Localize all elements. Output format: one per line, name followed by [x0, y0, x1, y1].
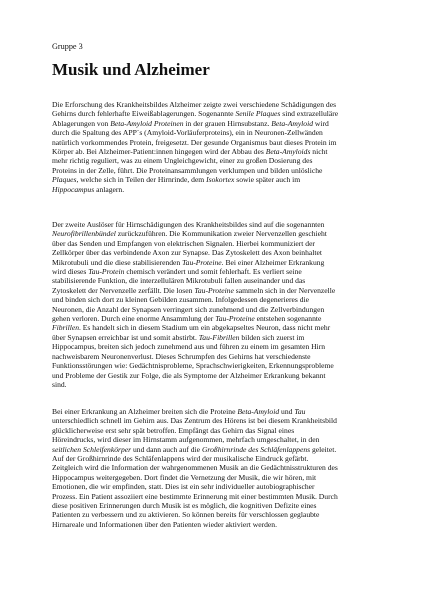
text-line	[52, 482, 387, 491]
text-run: Funktionsstörungen wie: Gedächtnisprobleme, Sprachschwierigkeiten, Erkennungsprobleme	[52, 361, 334, 371]
italic-term: Tau-Proteine	[215, 314, 255, 324]
text-run: sowie später auch im	[234, 175, 301, 185]
text-line	[52, 520, 387, 529]
italic-term: Senile Plaques	[235, 109, 281, 119]
italic-term: Tau-Fibrillen	[198, 332, 240, 342]
text-run: Bei einer Erkrankung an Alzheimer breiten sich die Proteine	[52, 407, 238, 416]
text-run: nachweisbarem Neuronenverlust. Dieses Schrumpfen des Gehirns hat verschiedenste	[52, 351, 311, 361]
text-run: Höreindrucks, wird dieser im Hirnstamm aufgenommen, mehrfach umgeschaltet, in den	[52, 435, 320, 445]
text-line	[52, 342, 387, 351]
text-run: mehr richtig reguliert, was zu einem Ungleichgewicht, einer zu großen Dosierung des	[52, 156, 313, 166]
text-line	[52, 229, 387, 238]
text-line	[52, 147, 387, 156]
italic-term: Tau-Proteine	[182, 257, 222, 267]
text-line	[52, 128, 387, 137]
text-run: geleitet.	[310, 444, 337, 454]
text-run: Der zweite Auslöser für Hirnschädigungen des Krankheitsbildes sind auf die sogenannten	[52, 220, 325, 229]
italic-term: Fibrillen	[52, 323, 79, 333]
text-line	[52, 286, 387, 295]
text-line	[52, 119, 387, 128]
group-label: Gruppe 3	[52, 42, 83, 51]
text-run: sammeln sich in der Nervenzelle	[233, 285, 336, 295]
text-run: entstehen sogenannte	[254, 314, 322, 324]
text-line	[52, 416, 387, 425]
text-line	[52, 352, 387, 361]
italic-term: Beta-Amyloids	[265, 147, 311, 157]
italic-term: Beta-Amyloid Proteinen	[110, 118, 184, 128]
text-run: anlagern.	[94, 184, 125, 194]
text-line	[52, 109, 387, 118]
text-run: Patienten zu verbessern und zu aktivieren. So können bereits für verschlossen geglaubte	[52, 510, 320, 520]
text-line	[52, 220, 387, 229]
text-line	[52, 501, 387, 510]
text-line	[52, 454, 387, 463]
italic-term: Plaques	[52, 175, 77, 185]
italic-term: Tau-Proteine	[194, 285, 234, 295]
text-line	[52, 100, 387, 109]
text-line	[52, 166, 387, 175]
text-run: in der grauen Hirnsubstanz.	[183, 118, 272, 128]
text-run: Die Erforschung des Krankheitsbildes Alzheimer zeigte zwei verschiedene Schädigungen des	[52, 100, 337, 109]
text-line	[52, 248, 387, 257]
text-run: nicht	[310, 147, 328, 157]
text-line	[52, 185, 387, 194]
italic-term: Neurofibrillenbündel	[52, 229, 116, 239]
text-run: Ablagerungen von	[52, 118, 111, 128]
text-run: unterschiedlich schnell im Gehirn aus. Das Zentrum des Hörens ist bei diesem Krankheitsbild	[52, 416, 337, 426]
text-run: und binden sich dort zu kleinen Gebilden zusammen. Infolgedessen degenerieres die	[52, 295, 310, 305]
text-run: Zytoskelett der Nervenzelle zerfällt. Die losen	[52, 285, 195, 295]
text-run: Proteins in der Zelle, führt. Die Proteinansammlungen verklumpen und bilden unlösliche	[52, 165, 323, 175]
italic-term: Beta-Amyloid	[237, 407, 280, 416]
document-title: Musik und Alzheimer	[52, 60, 210, 79]
text-run: Hippocampus weitergegeben. Dort findet die Vernetzung der Musik, die wir hören, mit	[52, 472, 317, 482]
text-line	[52, 156, 387, 165]
text-run: diese positiven Erinnerungen durch Musik ist es möglich, die kognitiven Defizite eines	[52, 501, 317, 511]
text-line	[52, 295, 387, 304]
text-run: Mikrotubuli und die diese stabilisierenden	[52, 257, 183, 267]
text-run: wird dieses	[52, 267, 89, 277]
text-line	[52, 276, 387, 285]
text-run: Gehirns durch fehlerhafte Eiweißablagerungen. Sogenannte	[52, 109, 236, 119]
text-run: . Es handelt sich in diesem Stadium um ein abgekapseltes Neuron, dass nicht mehr	[79, 323, 331, 333]
text-line	[52, 305, 387, 314]
text-run: Auf der Großhirnrinde des Schläfenlappens wird der musikalische Eindruck gefärbt.	[52, 454, 309, 464]
text-line	[52, 314, 387, 323]
text-run: gehen verloren. Durch eine enorme Ansammlung der	[52, 314, 216, 324]
italic-term: Hippocampus	[52, 184, 95, 194]
italic-term: Tau-Protein	[88, 267, 125, 277]
text-line	[52, 361, 387, 370]
text-run: natürlich vorkommendes Protein, freigesetzt. Der gesunde Organismus baut dieses Protein im	[52, 137, 337, 147]
text-line	[52, 258, 387, 267]
text-run: wird	[313, 118, 329, 128]
text-run: Neuronen, die Anzahl der Synapsen verringert sich zunehmend und die Zellverbindungen	[52, 304, 325, 314]
text-run: durch die Spaltung des APP´s (Amyloid-Vorläuferproteins), ein in Neuronen-Zellwänden	[52, 128, 323, 138]
text-line	[52, 371, 387, 380]
text-run: über Synapsen erreichbar ist und somit abstirbt.	[52, 332, 199, 342]
text-run: Körper ab. Bei Alzheimer-Patient:innen hingegen wird der Abbau des	[52, 147, 266, 157]
text-line	[52, 463, 387, 472]
text-line	[52, 267, 387, 276]
text-line	[52, 473, 387, 482]
text-run: Emotionen, die wir empfinden, statt. Dies ist ein sehr individueller autobiographischer	[52, 482, 315, 492]
text-run: glücklicherweise erst sehr spät betroffen. Empfängt das Gehirn das Signal eines	[52, 425, 295, 435]
text-line	[52, 333, 387, 342]
italic-term: Isokortex	[206, 175, 235, 185]
text-run: chemisch verändert und somit fehlerhaft. Es verliert seine	[124, 267, 302, 277]
text-line	[52, 380, 387, 389]
text-line	[52, 239, 387, 248]
italic-term: Beta-Amyloid	[271, 118, 314, 128]
text-line	[52, 407, 387, 416]
text-line	[52, 175, 387, 184]
text-run: sind.	[52, 379, 67, 389]
text-run: . Bei einer Alzheimer Erkrankung	[221, 257, 325, 267]
italic-term: Großhirnrinde des Schläfenlappens	[201, 444, 311, 454]
text-run: Zellkörper über das verbindende Axon zur Synapse. Das Zytoskelett des Axon beinhaltet	[52, 248, 322, 258]
text-run: , welche sich in Teilen der Hirnrinde, dem	[76, 175, 207, 185]
text-run: zurückzuführen. Die Kommunikation zweier Nervenzellen geschieht	[115, 229, 327, 239]
text-run: sind extrazelluläre	[280, 109, 339, 119]
text-line	[52, 138, 387, 147]
text-run: Hirnareale und Informationen über den Patienten wieder aktiviert werden.	[52, 519, 277, 529]
text-run: und Probleme der Gestik zur Folge, die als Symptome der Alzheimer Erkrankung bekannt	[52, 370, 326, 380]
text-line	[52, 426, 387, 435]
italic-term: seitlichen Schleifenkörper	[52, 444, 132, 454]
text-line	[52, 492, 387, 501]
paragraph-music-hearing	[52, 407, 387, 529]
text-line	[52, 445, 387, 454]
text-run: und dann auch auf die	[131, 444, 202, 454]
text-line	[52, 510, 387, 519]
text-run: Prozess. Ein Patient assoziiert eine bestimmte Erinnerung mit einer bestimmten Musik. Durch	[52, 491, 338, 501]
text-run: Zeitgleich wird die Information der wahrgenommenen Musik an die Gedächtnisstrukturen des	[52, 463, 338, 473]
text-line	[52, 435, 387, 444]
text-run: über das Senden und Empfangen von elektrischen Signalen. Hierbei kommuniziert der	[52, 238, 315, 248]
text-run: Hippocampus, breiten sich jedoch zunehmend aus und führen zu einem im gesamten Hirn	[52, 342, 326, 352]
text-run: und	[279, 407, 295, 416]
text-run: bilden sich zuerst im	[239, 332, 305, 342]
text-run: stabilisierende Funktion, die interzellulären Mikrotubuli fallen auseinander und das	[52, 276, 306, 286]
text-line	[52, 323, 387, 332]
italic-term: Tau	[294, 407, 306, 416]
paragraph-tau-proteins	[52, 220, 387, 389]
paragraph-senile-plaques	[52, 100, 387, 194]
